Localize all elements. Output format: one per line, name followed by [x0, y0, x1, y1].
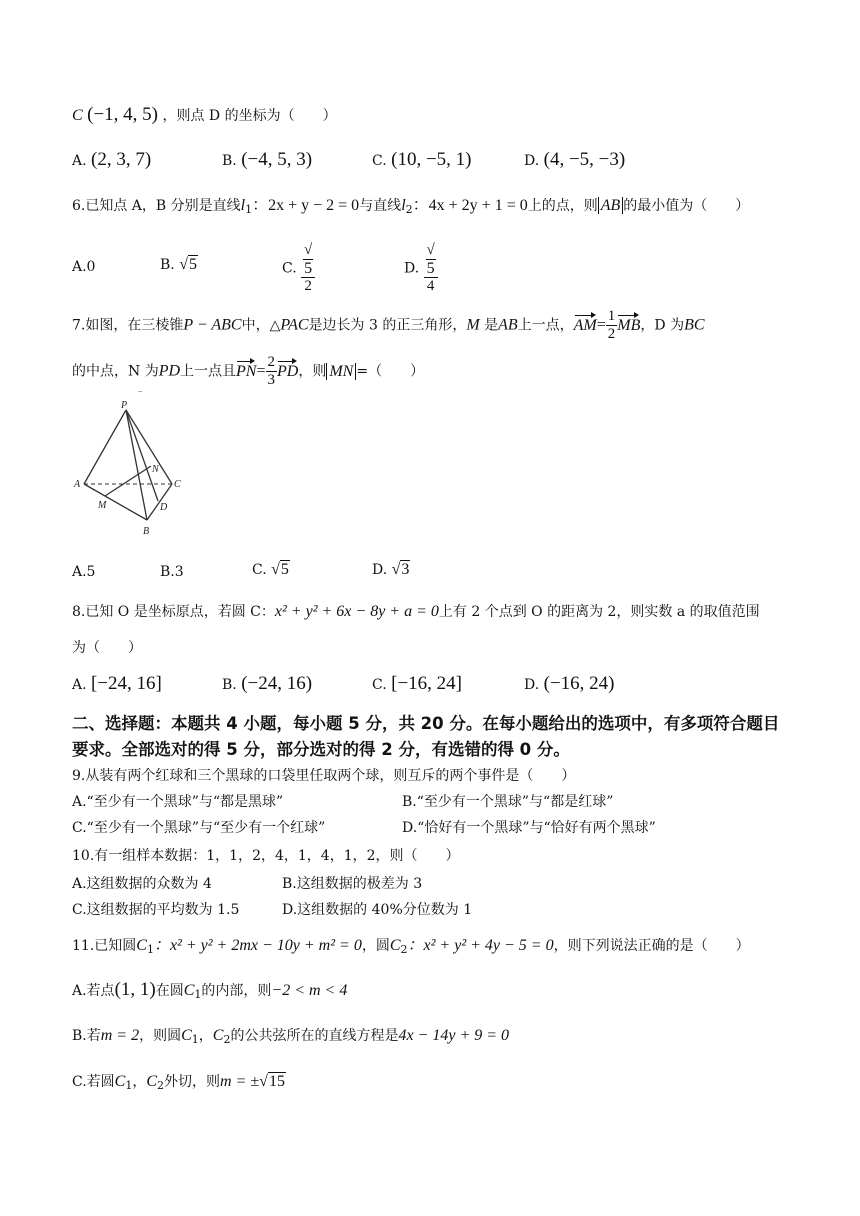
point-m-label: M	[98, 500, 107, 511]
segment-length: AB	[598, 197, 624, 214]
q8-option-d: D. (−16, 24)	[524, 673, 615, 694]
q8-option-b: B. (−24, 16)	[222, 673, 313, 694]
q11-option-c: C.若圆$C_1$，$C_2$外切，则m = ±√15	[72, 1073, 285, 1092]
q10-option-a: A.这组数据的众数为 4	[72, 876, 212, 892]
q7-stem-line2: 的中点，N 为PD上一点且PN= $\frac{2}{3}$ PD，则 MN =（ ）	[72, 354, 425, 388]
q5-option-b: B. (−4, 5, 3)	[222, 149, 313, 170]
q10-stem: 10.有一组样本数据：1，1，2，4，1，4，1，2，则（ ）	[72, 848, 460, 864]
q11-stem: 11.已知圆$C_1$：x² + y² + 2mx − 10y + m² = 0，圆$C_2$：x² + y² + 4y − 5 = 0，则下列说法正确的是（ ）	[72, 937, 750, 956]
vertex-a-label: A	[74, 479, 81, 490]
vertex-p-label: P	[121, 400, 128, 411]
q7-option-b: B.3	[160, 564, 184, 580]
q9-option-b: B.“至少有一个黑球”与“都是红球”	[402, 794, 614, 810]
segment-mn-length: MN	[326, 363, 356, 380]
q8-stem-line1: 8.已知 O 是坐标原点，若圆 C：x² + y² + 6x − 8y + a = 0上有 2 个点到 O 的距离为 2，则实数 a 的取值范围	[72, 603, 760, 620]
vector-pn: PN	[236, 362, 257, 380]
q10-option-c: C.这组数据的平均数为 1.5	[72, 902, 240, 918]
point-n-label: N	[152, 464, 159, 475]
q7-option-a: A.5	[72, 564, 96, 580]
vertex-c-label: C	[174, 479, 181, 490]
point-label: C	[72, 107, 83, 124]
q5-option-d: D. (4, −5, −3)	[524, 149, 626, 170]
q5-stem-tail	[72, 105, 337, 126]
q8-stem-line2: 为（ ）	[72, 640, 142, 656]
vector-pd: PD	[277, 362, 299, 380]
q10-option-d: D.这组数据的 40%分位数为 1	[282, 902, 473, 918]
point-coordinates: (−1, 4, 5)	[87, 104, 158, 125]
q8-option-a: A. [−24, 16]	[72, 673, 162, 694]
q5-option-a: A. (2, 3, 7)	[72, 149, 152, 170]
q6-option-c: C. √ 5 2	[282, 242, 315, 295]
q9-option-d: D.“恰好有一个黑球”与“恰好有两个黑球”	[402, 820, 656, 836]
q10-option-b: B.这组数据的极差为 3	[282, 876, 423, 892]
q9-option-a: A.“至少有一个黑球”与“都是黑球”	[72, 794, 284, 810]
q6-option-b: B. √5	[160, 256, 197, 273]
q9-option-c: C.“至少有一个黑球”与“至少有一个红球”	[72, 820, 326, 836]
section-heading-line1: 二、选择题：本题共 4 小题，每小题 5 分，共 20 分。在每小题给出的选项中，有多项符合题目	[72, 714, 780, 733]
circle-equation: x² + y² + 6x − 8y + a = 0	[274, 603, 439, 620]
q7-option-d: D. √3	[372, 561, 410, 578]
q6-option-d: D. √ 5 4	[404, 242, 438, 295]
pyramid-figure	[72, 388, 188, 540]
top-mark: −	[138, 388, 143, 396]
q11-option-b: B.若m = 2，则圆$C_1$，$C_2$的公共弦所在的直线方程是4x − 14y + 9 = 0	[72, 1027, 510, 1046]
q5-option-c: C. (10, −5, 1)	[372, 149, 472, 170]
section-heading-line2: 要求。全部选对的得 5 分，部分选对的得 2 分，有选错的得 0 分。	[72, 740, 570, 759]
q6-option-a: A.0	[72, 259, 96, 275]
q11-option-a: A.若点(1, 1)在圆$C_1$的内部，则−2 < m < 4	[72, 979, 348, 1001]
q9-stem: 9.从装有两个红球和三个黑球的口袋里任取两个球，则互斥的两个事件是（ ）	[72, 768, 576, 784]
vertex-b-label: B	[143, 526, 150, 537]
vector-mb: MB	[617, 316, 641, 334]
q7-stem-line1: 7.如图，在三棱锥P − ABC中，△PAC是边长为 3 的正三角形，M 是AB上一点，AM= $\frac{1}{2}$ MB，D 为BC	[72, 308, 705, 342]
point-d-label: D	[160, 502, 168, 513]
q7-option-c: C. √5	[252, 561, 289, 578]
q5-question-text: ，则点 D 的坐标为（ ）	[162, 108, 337, 124]
q8-option-c: C. [−16, 24]	[372, 673, 462, 694]
circle-c1-equation: ：x² + y² + 2mx − 10y + m² = 0	[153, 937, 362, 954]
q6-stem: 6.已知点 A，B 分别是直线$l_1$：2x + y − 2 = 0与直线$l_2$：4x + 2y + 1 = 0上的点，则 AB 的最小值为（ ）	[72, 197, 750, 216]
circle-c2-equation: ：x² + y² + 4y − 5 = 0	[407, 937, 554, 954]
vector-am: AM	[573, 316, 597, 334]
